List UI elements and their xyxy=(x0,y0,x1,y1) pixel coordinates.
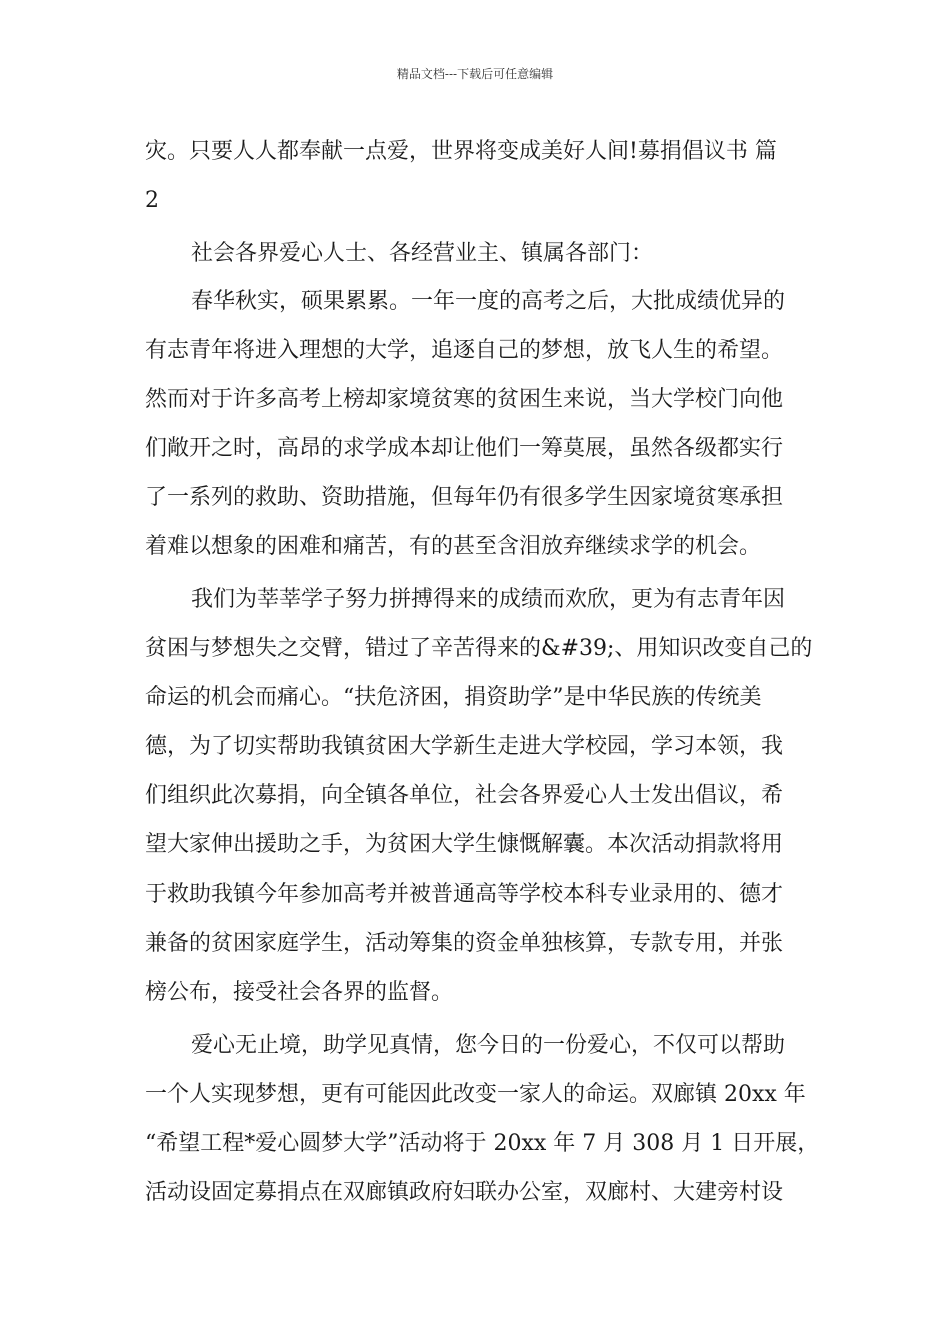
text-line: 命运的机会而痛心。“扶危济困，捐资助学”是中华民族的传统美 xyxy=(145,685,762,710)
text-line: 榜公布，接受社会各界的监督。 xyxy=(145,980,454,1005)
text-line: 望大家伸出援助之手，为贫困大学生慷慨解囊。本次活动捐款将用 xyxy=(145,832,784,857)
text-line: 兼备的贫困家庭学生，活动筹集的资金单独核算，专款专用，并张 xyxy=(145,931,784,956)
salutation: 社会各界爱心人士、各经营业主、镇属各部门： xyxy=(191,241,654,266)
text-line: 贫困与梦想失之交臂，错过了辛苦得来的&#39;、用知识改变自己的 xyxy=(145,636,813,661)
text-line: 德，为了切实帮助我镇贫困大学新生走进大学校园，学习本领，我 xyxy=(145,734,784,759)
text-line: 春华秋实，硕果累累。一年一度的高考之后，大批成绩优异的 xyxy=(191,289,786,314)
text-line: 有志青年将进入理想的大学，追逐自己的梦想，放飞人生的希望。 xyxy=(145,338,784,363)
text-line: 们组织此次募捐，向全镇各单位，社会各界爱心人士发出倡议，希 xyxy=(145,783,784,808)
text-line: 着难以想象的困难和痛苦，有的甚至含泪放弃继续求学的机会。 xyxy=(145,534,762,559)
text-line: 活动设固定募捐点在双廊镇政府妇联办公室，双廊村、大建旁村设 xyxy=(145,1180,784,1205)
text-line: 爱心无止境，助学见真情，您今日的一份爱心，不仅可以帮助 xyxy=(191,1033,786,1058)
page-header: 精品文档---下载后可任意编辑 xyxy=(396,67,554,81)
text-line: 2 xyxy=(145,188,159,213)
text-line: 然而对于许多高考上榜却家境贫寒的贫困生来说，当大学校门向他 xyxy=(145,387,784,412)
text-line: 于救助我镇今年参加高考并被普通高等学校本科专业录用的、德才 xyxy=(145,882,784,907)
text-line: 了一系列的救助、资助措施，但每年仍有很多学生因家境贫寒承担 xyxy=(145,485,784,510)
text-line: 们敞开之时，高昂的求学成本却让他们一筹莫展，虽然各级都实行 xyxy=(145,436,784,461)
text-line: “希望工程*爱心圆梦大学”活动将于 20xx 年 7 月 308 月 1 日开展， xyxy=(145,1131,820,1156)
text-line: 灾。只要人人都奉献一点爱，世界将变成美好人间!募捐倡议书 篇 xyxy=(145,139,777,164)
text-line: 一个人实现梦想，更有可能因此改变一家人的命运。双廊镇 20xx 年 xyxy=(145,1082,806,1107)
text-line: 我们为莘莘学子努力拼搏得来的成绩而欢欣，更为有志青年因 xyxy=(191,587,786,612)
